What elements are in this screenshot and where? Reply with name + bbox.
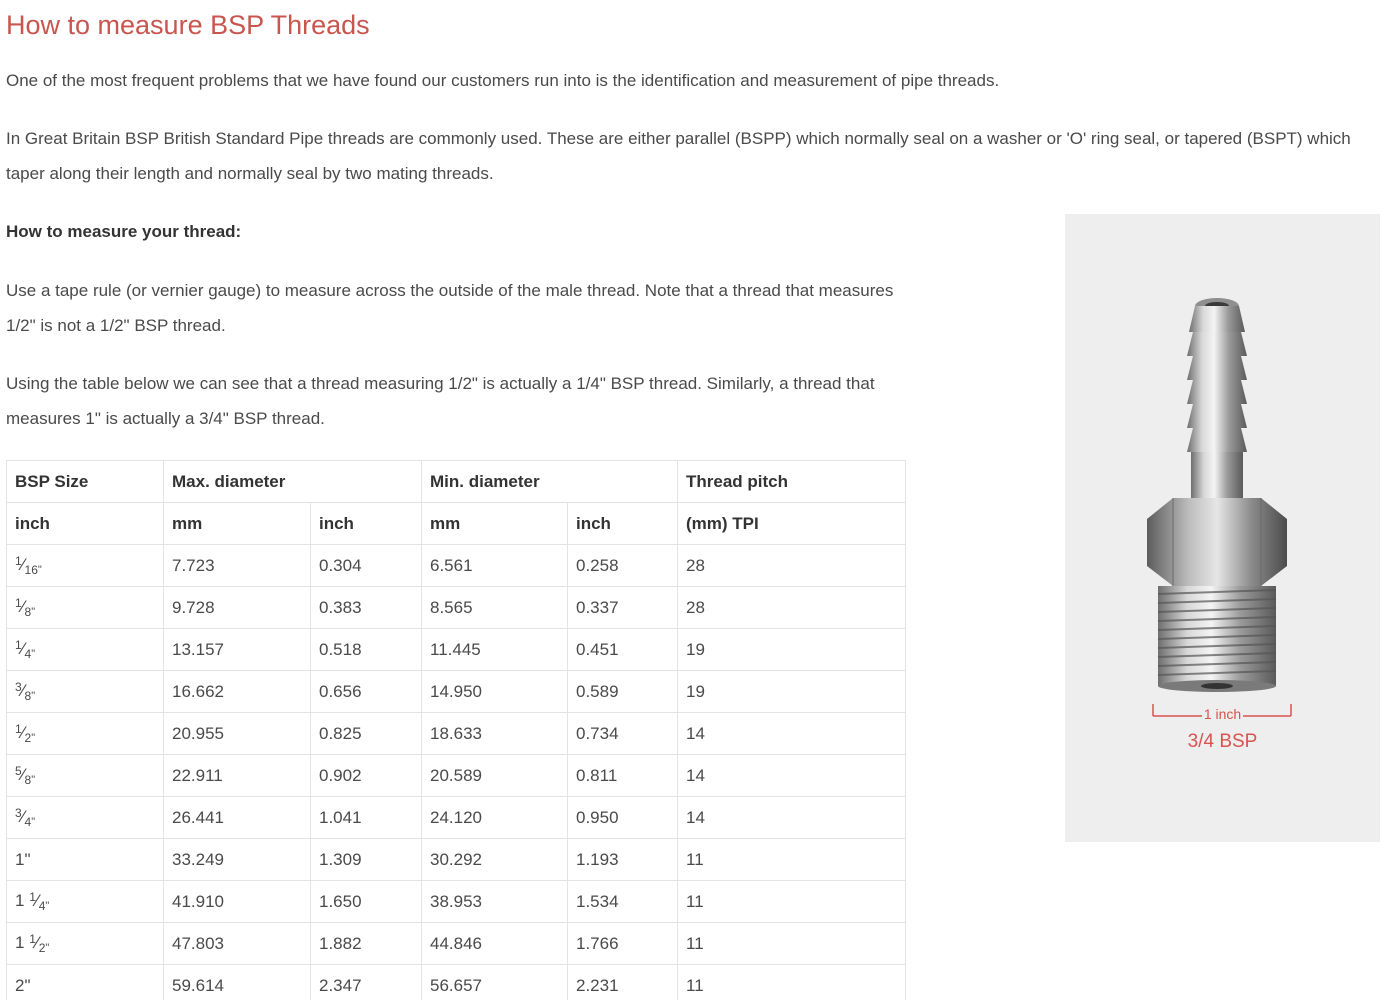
- cell-min-inch: 0.451: [568, 629, 678, 671]
- cell-tpi: 19: [678, 629, 906, 671]
- cell-min-inch: 0.258: [568, 545, 678, 587]
- cell-min-mm: 6.561: [422, 545, 568, 587]
- subheader-max-inch: inch: [311, 503, 422, 545]
- bsp-size-cell: [7, 797, 164, 839]
- bsp-size-cell: [7, 755, 164, 797]
- bsp-size-cell: [7, 671, 164, 713]
- fraction-slash: ⁄: [21, 639, 25, 658]
- cell-max-inch: 0.518: [311, 629, 422, 671]
- cell-max-mm: 47.803: [164, 923, 311, 965]
- fraction-slash: ⁄: [21, 723, 25, 742]
- header-bsp-size: BSP Size: [7, 461, 164, 503]
- bsp-size-cell: [7, 965, 164, 1000]
- cell-max-mm: 26.441: [164, 797, 311, 839]
- bsp-description-paragraph: In Great Britain BSP British Standard Pipe threads are commonly used. These are either parallel (BSPP) which normally seal on a washer or 'O' ring seal, or tapered (BSPT) which taper along their length and normally seal by two mating threads.: [6, 129, 1351, 183]
- bsp-size-table: [6, 460, 906, 1000]
- page-title: How to measure BSP Threads: [6, 10, 370, 40]
- cell-max-inch: 1.650: [311, 881, 422, 923]
- size-inch-mark: ": [31, 690, 36, 702]
- cell-min-inch: 0.337: [568, 587, 678, 629]
- cell-min-mm: 56.657: [422, 965, 568, 1000]
- cell-min-inch: 1.534: [568, 881, 678, 923]
- size-denominator: 4: [38, 899, 46, 913]
- bsp-size-cell: [7, 839, 164, 881]
- table-row: [7, 881, 906, 923]
- hex-nut: [1147, 498, 1287, 586]
- fraction-slash: ⁄: [21, 765, 25, 784]
- cell-min-mm: 38.953: [422, 881, 568, 923]
- intro-paragraph: One of the most frequent problems that we have found our customers run into is the identification and measurement of pipe threads.: [6, 71, 1000, 90]
- cell-min-inch: 0.589: [568, 671, 678, 713]
- size-numerator: 1: [15, 638, 22, 652]
- cell-max-inch: 1.882: [311, 923, 422, 965]
- subheader-min-mm: mm: [422, 503, 568, 545]
- subheader-inch: inch: [7, 503, 164, 545]
- cell-max-mm: 7.723: [164, 545, 311, 587]
- barb-section: [1187, 306, 1247, 498]
- bsp-size-cell: [7, 713, 164, 755]
- cell-max-mm: 16.662: [164, 671, 311, 713]
- size-denominator: 2: [38, 941, 46, 955]
- header-max-diameter: Max. diameter: [164, 461, 422, 503]
- table-row: [7, 923, 906, 965]
- fraction-slash: ⁄: [21, 807, 25, 826]
- bsp-size-cell: [7, 629, 164, 671]
- size-denominator: 4: [24, 647, 32, 661]
- cell-max-inch: 1.309: [311, 839, 422, 881]
- cell-max-inch: 0.304: [311, 545, 422, 587]
- table-header-row: [7, 461, 906, 503]
- size-inch-mark: ": [31, 732, 36, 744]
- table-subheader-row: [7, 503, 906, 545]
- table-row: [7, 545, 906, 587]
- cell-min-mm: 24.120: [422, 797, 568, 839]
- fraction-slash: ⁄: [21, 555, 25, 574]
- fraction-slash: ⁄: [35, 933, 39, 952]
- cell-tpi: 28: [678, 545, 906, 587]
- cell-min-inch: 2.231: [568, 965, 678, 1000]
- subheader-min-inch: inch: [568, 503, 678, 545]
- cell-max-mm: 59.614: [164, 965, 311, 1000]
- size-denominator: 8: [24, 773, 32, 787]
- table-row: [7, 797, 906, 839]
- size-denominator: 8: [24, 689, 32, 703]
- size-denominator: 16: [24, 563, 38, 577]
- cell-max-mm: 41.910: [164, 881, 311, 923]
- bsp-size-cell: [7, 923, 164, 965]
- cell-tpi: 11: [678, 839, 906, 881]
- size-inch-mark: ": [31, 606, 36, 618]
- subheader-max-mm: mm: [164, 503, 311, 545]
- cell-tpi: 11: [678, 965, 906, 1000]
- size-whole: 1: [15, 891, 30, 910]
- fraction-slash: ⁄: [21, 681, 25, 700]
- cell-min-mm: 30.292: [422, 839, 568, 881]
- size-numerator: 5: [15, 764, 22, 778]
- bsp-size-cell: [7, 587, 164, 629]
- cell-max-mm: 33.249: [164, 839, 311, 881]
- size-numerator: 1: [29, 890, 36, 904]
- size-inch-mark: ": [31, 816, 36, 828]
- subheader-pitch: (mm) TPI: [678, 503, 906, 545]
- cell-max-inch: 0.383: [311, 587, 422, 629]
- cell-max-mm: 9.728: [164, 587, 311, 629]
- cell-tpi: 28: [678, 587, 906, 629]
- cell-tpi: 14: [678, 755, 906, 797]
- cell-max-inch: 0.902: [311, 755, 422, 797]
- cell-min-inch: 0.734: [568, 713, 678, 755]
- cell-tpi: 19: [678, 671, 906, 713]
- table-explanation-paragraph: Using the table below we can see that a thread measuring 1/2" is actually a 1/4" BSP thread. Similarly, a thread that measures 1" is actually a 3/4" BSP thread.: [6, 374, 875, 428]
- bsp-size-cell: [7, 545, 164, 587]
- size-inch-mark: ": [31, 774, 36, 786]
- cell-min-mm: 18.633: [422, 713, 568, 755]
- size-numerator: 1: [29, 932, 36, 946]
- bsp-size-label: 3/4 BSP: [1187, 731, 1258, 752]
- cell-min-mm: 14.950: [422, 671, 568, 713]
- header-thread-pitch: Thread pitch: [678, 461, 906, 503]
- cell-min-inch: 0.811: [568, 755, 678, 797]
- cell-max-mm: 13.157: [164, 629, 311, 671]
- table-row: [7, 713, 906, 755]
- size-denominator: 4: [24, 815, 32, 829]
- table-row: [7, 965, 906, 1000]
- cell-max-inch: 0.656: [311, 671, 422, 713]
- size-numerator: 1: [15, 722, 22, 736]
- table-row: [7, 587, 906, 629]
- size-inch-mark: ": [37, 564, 42, 576]
- table-row: [7, 839, 906, 881]
- size-denominator: 8: [24, 605, 32, 619]
- size-whole: 2": [15, 975, 31, 995]
- section-heading: How to measure your thread:: [6, 222, 242, 241]
- cell-min-mm: 20.589: [422, 755, 568, 797]
- measure-instructions-paragraph: Use a tape rule (or vernier gauge) to measure across the outside of the male thread. Note that a thread that measures 1/2" is not a 1/2" BSP thread.: [6, 281, 894, 335]
- cell-max-inch: 2.347: [311, 965, 422, 1000]
- cell-min-mm: 11.445: [422, 629, 568, 671]
- bsp-fitting-image: [1065, 214, 1380, 842]
- size-numerator: 3: [15, 680, 22, 694]
- measure-label: 1 inch: [1203, 706, 1242, 722]
- cell-max-mm: 20.955: [164, 713, 311, 755]
- cell-tpi: 11: [678, 881, 906, 923]
- cell-max-inch: 1.041: [311, 797, 422, 839]
- size-denominator: 2: [24, 731, 32, 745]
- size-whole: 1: [15, 933, 30, 952]
- cell-min-inch: 1.766: [568, 923, 678, 965]
- size-inch-mark: ": [31, 648, 36, 660]
- cell-max-mm: 22.911: [164, 755, 311, 797]
- size-inch-mark: ": [45, 942, 50, 954]
- size-numerator: 1: [15, 596, 22, 610]
- size-numerator: 1: [15, 554, 22, 568]
- size-whole: 1": [15, 849, 31, 869]
- bsp-size-cell: [7, 881, 164, 923]
- cell-tpi: 11: [678, 923, 906, 965]
- table-row: [7, 755, 906, 797]
- table-row: [7, 629, 906, 671]
- cell-min-inch: 1.193: [568, 839, 678, 881]
- cell-max-inch: 0.825: [311, 713, 422, 755]
- fraction-slash: ⁄: [21, 597, 25, 616]
- header-min-diameter: Min. diameter: [422, 461, 678, 503]
- cell-tpi: 14: [678, 797, 906, 839]
- cell-min-mm: 8.565: [422, 587, 568, 629]
- cell-min-inch: 0.950: [568, 797, 678, 839]
- cell-tpi: 14: [678, 713, 906, 755]
- fraction-slash: ⁄: [35, 891, 39, 910]
- cell-min-mm: 44.846: [422, 923, 568, 965]
- size-numerator: 3: [15, 806, 22, 820]
- threaded-section: [1158, 586, 1276, 692]
- size-inch-mark: ": [45, 900, 50, 912]
- table-row: [7, 671, 906, 713]
